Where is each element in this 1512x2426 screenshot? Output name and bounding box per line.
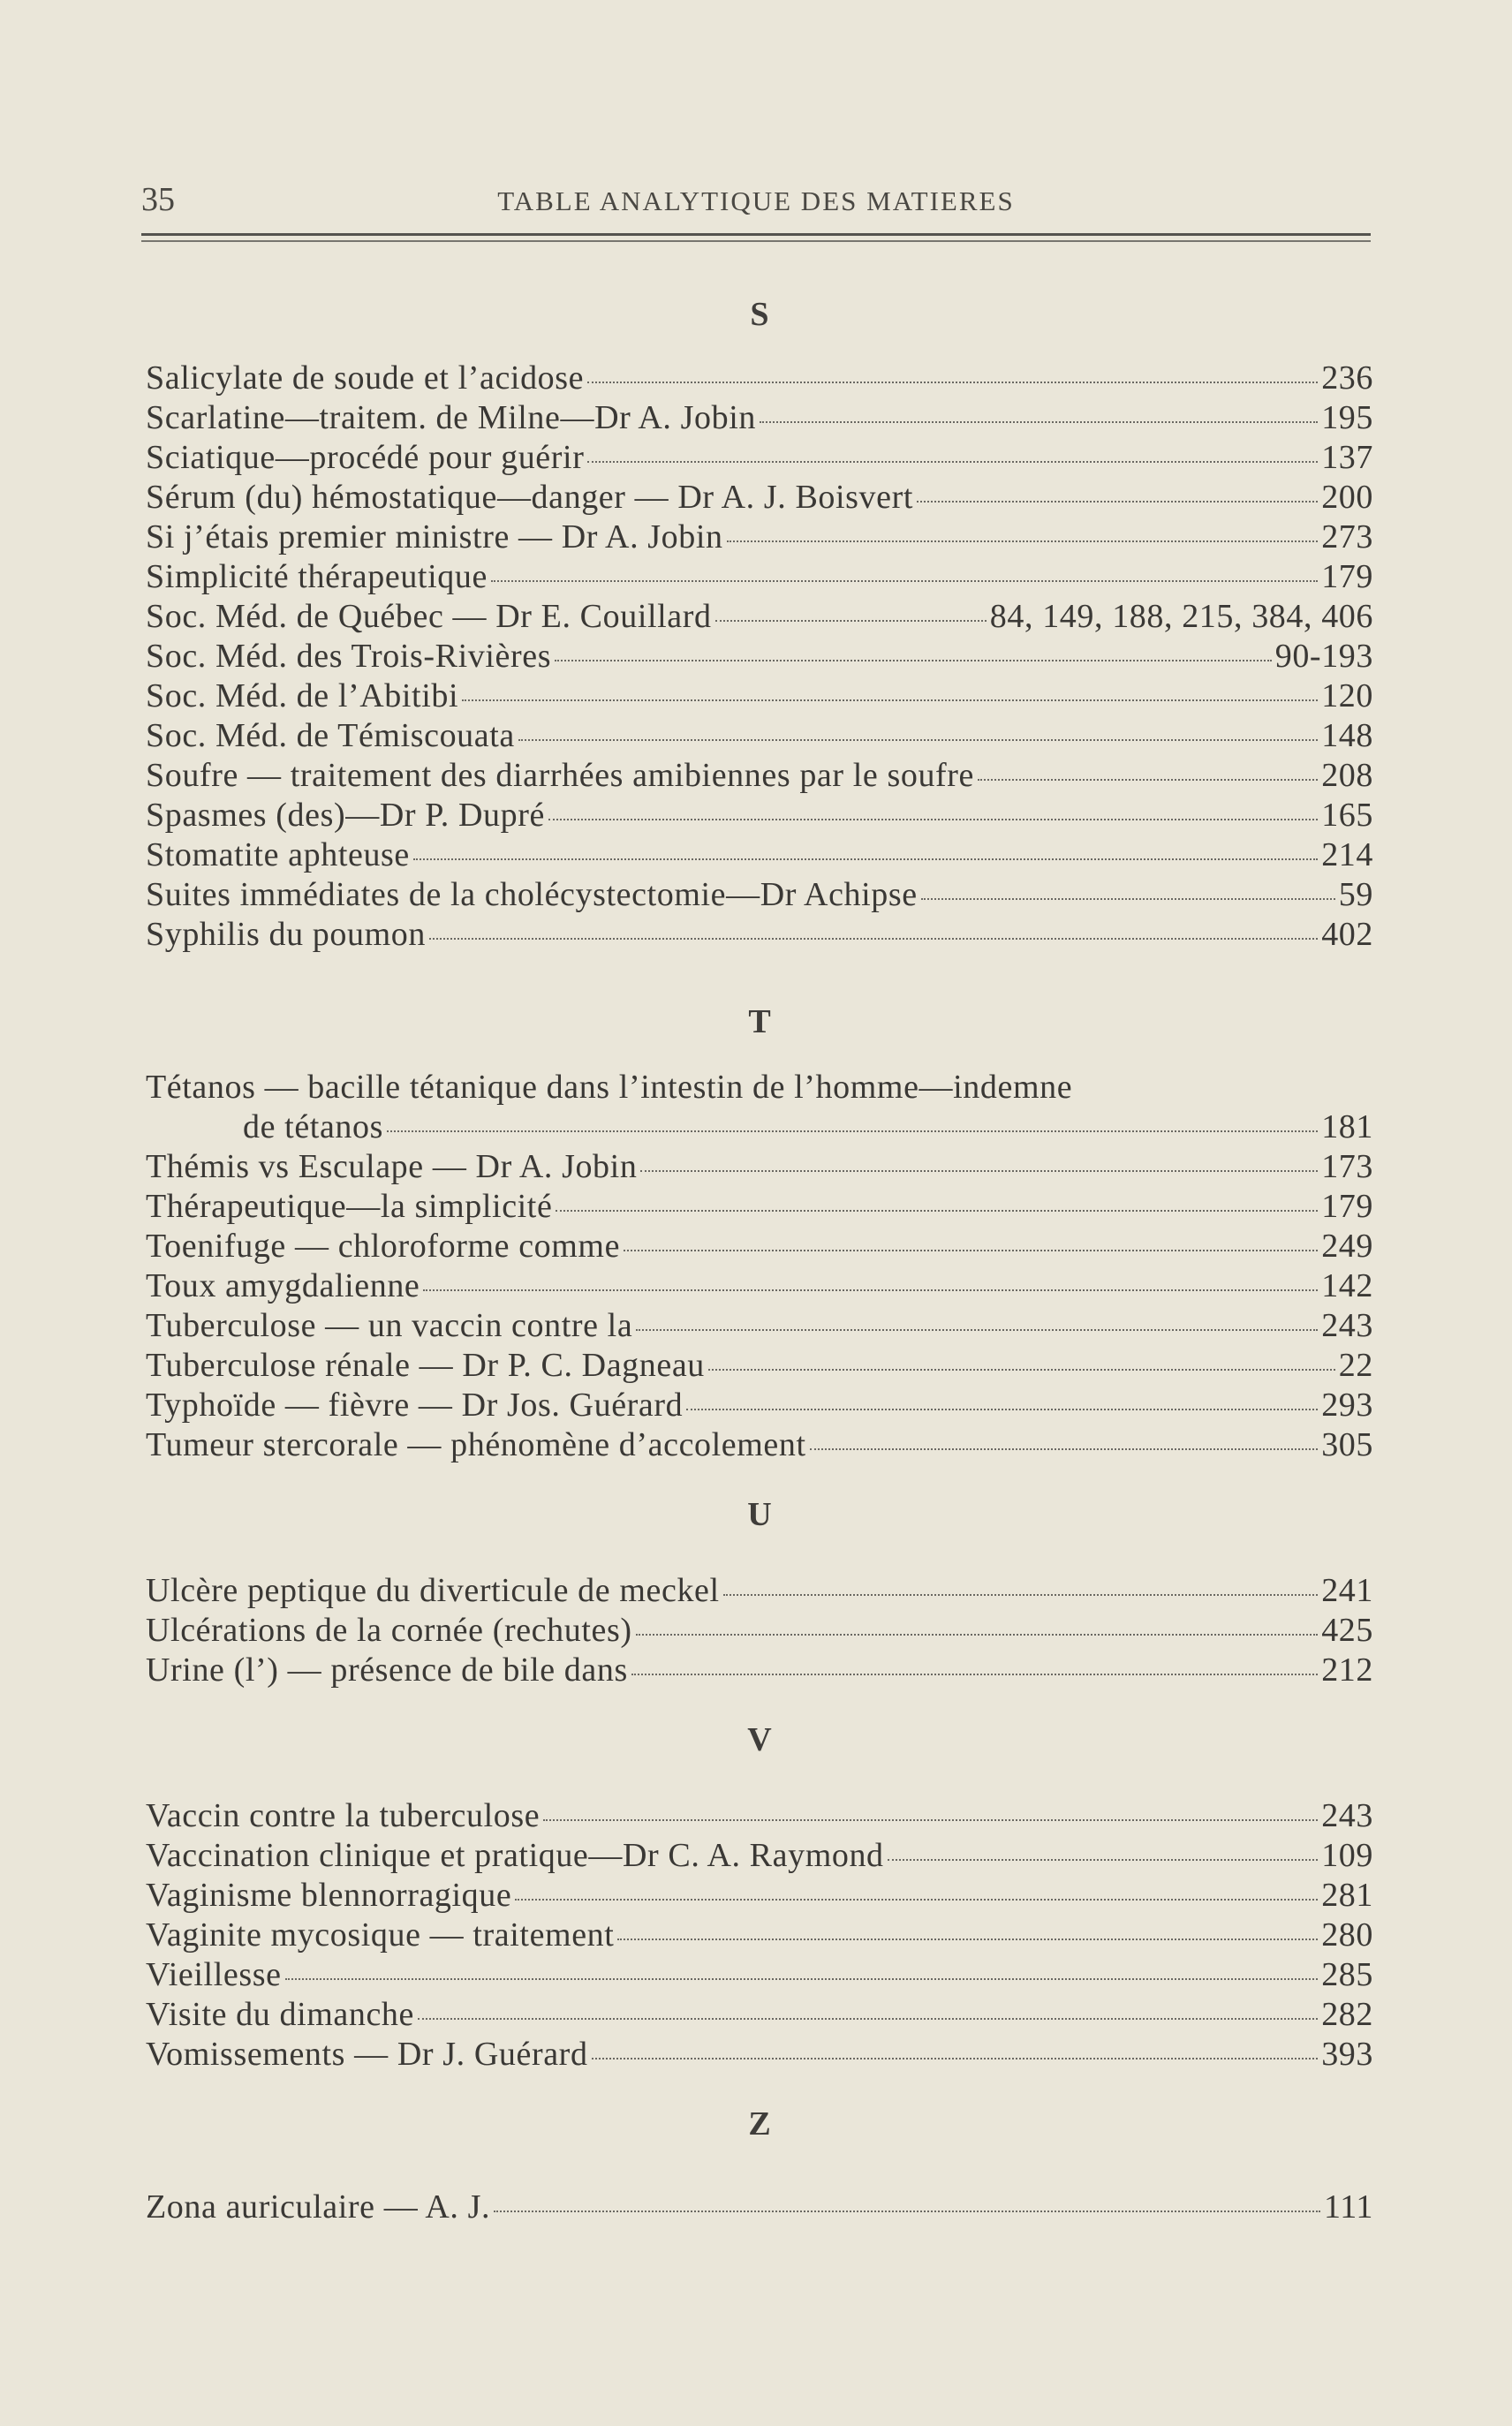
entry-title: Vaccin contre la tuberculose <box>146 1797 541 1834</box>
dot-leader <box>387 1130 1318 1132</box>
entry-page: 22 <box>1338 1347 1373 1384</box>
entry-page: 393 <box>1321 2036 1373 2073</box>
page-number: 35 <box>141 181 175 218</box>
entry-title: Vaginite mycosique — traitement <box>146 1916 615 1954</box>
entry-title-continuation: de tétanos <box>243 1108 384 1145</box>
entry-title: Tuberculose — un vaccin contre la <box>146 1307 633 1344</box>
dot-leader <box>518 739 1318 741</box>
index-entry <box>146 1425 1373 1465</box>
entry-title: Thérapeutique—la simplicité <box>146 1188 553 1225</box>
index-entry <box>146 875 1373 915</box>
page-title: TABLE ANALYTIQUE DES MATIERES <box>497 185 1015 216</box>
entry-page: 280 <box>1321 1916 1373 1954</box>
entry-page: 305 <box>1321 1426 1373 1463</box>
dot-leader <box>727 540 1319 542</box>
index-entry <box>146 1266 1373 1306</box>
entry-title: Scarlatine—traitem. de Milne—Dr A. Jobin <box>146 399 756 436</box>
section-letter-u: U <box>747 1496 772 1533</box>
entry-page: 282 <box>1321 1996 1373 2033</box>
dot-leader <box>592 2058 1319 2059</box>
dot-leader <box>921 898 1335 900</box>
section-letter-z: Z <box>748 2105 771 2143</box>
entry-title: Visite du dimanche <box>146 1996 415 2033</box>
entry-page: 208 <box>1321 757 1373 794</box>
index-entry <box>146 438 1373 478</box>
index-entry <box>146 1346 1373 1386</box>
index-entry <box>146 1995 1373 2035</box>
dot-leader <box>708 1369 1335 1371</box>
index-entry <box>146 676 1373 716</box>
index-entry <box>146 597 1373 637</box>
dot-leader <box>978 779 1318 781</box>
index-entry <box>146 1796 1373 1836</box>
index-entry <box>146 1386 1373 1425</box>
header-rule <box>141 233 1371 236</box>
entry-title: Soc. Méd. de Québec — Dr E. Couillard <box>146 598 712 635</box>
entry-page: 214 <box>1321 836 1373 873</box>
dot-leader <box>760 421 1318 423</box>
header-rule-thin <box>141 240 1371 242</box>
entry-title: Sciatique—procédé pour guérir <box>146 439 585 476</box>
dot-leader <box>636 1329 1318 1331</box>
section-u-entries <box>146 1571 1373 1690</box>
dot-leader <box>548 819 1318 820</box>
dot-leader <box>810 1448 1319 1450</box>
entry-page: 137 <box>1321 439 1373 476</box>
entry-page: 293 <box>1321 1387 1373 1424</box>
dot-leader <box>617 1939 1318 1940</box>
entry-page: 179 <box>1321 1188 1373 1225</box>
entry-page: 148 <box>1321 717 1373 754</box>
entry-title: Tuberculose rénale — Dr P. C. Dagneau <box>146 1347 705 1384</box>
entry-title: Stomatite aphteuse <box>146 836 410 873</box>
entry-page: 402 <box>1321 916 1373 953</box>
dot-leader <box>888 1859 1319 1861</box>
entry-page: 281 <box>1321 1877 1373 1914</box>
index-entry <box>146 915 1373 955</box>
index-entry <box>146 796 1373 835</box>
entry-title: Simplicité thérapeutique <box>146 558 488 595</box>
entry-page: 120 <box>1321 677 1373 714</box>
entry-title: Tumeur stercorale — phénomène d’accolement <box>146 1426 806 1463</box>
entry-page: 212 <box>1321 1651 1373 1689</box>
dot-leader <box>723 1594 1319 1596</box>
entry-title: Toux amygdalienne <box>146 1267 420 1304</box>
dot-leader <box>556 1210 1318 1212</box>
index-entry <box>146 756 1373 796</box>
index-entry <box>146 1651 1373 1690</box>
entry-page: 179 <box>1321 558 1373 595</box>
entry-title: Spasmes (des)—Dr P. Dupré <box>146 797 545 834</box>
index-entry <box>146 1147 1373 1187</box>
section-letter-s: S <box>750 296 769 333</box>
index-entry <box>146 518 1373 557</box>
entry-page: 173 <box>1321 1148 1373 1185</box>
entry-page: 243 <box>1321 1797 1373 1834</box>
index-entry <box>146 2188 1373 2227</box>
entry-title: Thémis vs Esculape — Dr A. Jobin <box>146 1148 638 1185</box>
index-entry <box>146 1306 1373 1346</box>
index-entry <box>146 716 1373 756</box>
index-entry <box>146 1955 1373 1995</box>
entry-title: Soc. Méd. de Témiscouata <box>146 717 515 754</box>
index-entry <box>146 835 1373 875</box>
index-entry <box>146 2035 1373 2075</box>
entry-page: 273 <box>1321 518 1373 555</box>
entry-title: Salicylate de soude et l’acidose <box>146 359 585 397</box>
entry-title: Soc. Méd. de l’Abitibi <box>146 677 459 714</box>
dot-leader <box>624 1250 1318 1251</box>
entry-page: 241 <box>1321 1572 1373 1609</box>
index-entry <box>146 1571 1373 1611</box>
entry-page: 236 <box>1321 359 1373 397</box>
entry-page: 90-193 <box>1274 638 1373 675</box>
index-entry <box>146 557 1373 597</box>
entry-title-line: Tétanos — bacille tétanique dans l’intestin de l’homme—indemne <box>146 1069 1073 1106</box>
section-z-entries <box>146 2188 1373 2227</box>
section-letter-v: V <box>747 1721 772 1758</box>
dot-leader <box>587 461 1318 463</box>
dot-leader <box>462 699 1318 701</box>
entry-title: Suites immédiates de la cholécystectomie—Dr Achipse <box>146 876 918 913</box>
index-entry <box>146 398 1373 438</box>
dot-leader <box>429 938 1318 940</box>
entry-title: Soc. Méd. des Trois-Rivières <box>146 638 552 675</box>
index-entry <box>146 637 1373 676</box>
entry-title: Zona auriculaire — A. J. <box>146 2188 491 2226</box>
index-entry <box>146 1227 1373 1266</box>
entry-page: 195 <box>1321 399 1373 436</box>
entry-page: 249 <box>1321 1228 1373 1265</box>
index-entry <box>146 1836 1373 1876</box>
index-entry <box>146 359 1373 398</box>
section-letter-t: T <box>748 1003 771 1040</box>
index-entry <box>146 1611 1373 1651</box>
entry-title: Vaccination clinique et pratique—Dr C. A. Raymond <box>146 1837 884 1874</box>
section-v-entries <box>146 1796 1373 2075</box>
dot-leader <box>636 1634 1319 1636</box>
entry-page: 111 <box>1324 2188 1373 2226</box>
entry-page: 142 <box>1321 1267 1373 1304</box>
entry-page: 200 <box>1321 479 1373 516</box>
entry-page: 285 <box>1321 1956 1373 1993</box>
dot-leader <box>285 1978 1319 1980</box>
dot-leader <box>543 1819 1318 1821</box>
entry-page: 425 <box>1321 1612 1373 1649</box>
dot-leader <box>917 501 1318 503</box>
index-entry <box>146 478 1373 518</box>
section-t-entries <box>146 1068 1373 1465</box>
dot-leader <box>413 858 1318 860</box>
dot-leader <box>640 1170 1318 1172</box>
entry-title: Sérum (du) hémostatique—danger — Dr A. J. Boisvert <box>146 479 914 516</box>
entry-title: Ulcérations de la cornée (rechutes) <box>146 1612 632 1649</box>
entry-page: 165 <box>1321 797 1373 834</box>
entry-page: 181 <box>1321 1108 1373 1145</box>
index-entry <box>146 1187 1373 1227</box>
dot-leader <box>555 660 1272 661</box>
index-content <box>146 291 1373 2227</box>
index-entry <box>146 1916 1373 1955</box>
entry-title: Si j’étais premier ministre — Dr A. Jobin <box>146 518 723 555</box>
entry-page: 84, 149, 188, 215, 384, 406 <box>989 598 1373 635</box>
dot-leader <box>418 2018 1318 2020</box>
index-entry <box>146 1876 1373 1916</box>
dot-leader <box>494 2211 1320 2212</box>
entry-title: Urine (l’) — présence de bile dans <box>146 1651 628 1689</box>
dot-leader <box>423 1289 1318 1291</box>
entry-title: Vaginisme blennorragique <box>146 1877 512 1914</box>
page-header <box>141 180 1371 224</box>
entry-page: 243 <box>1321 1307 1373 1344</box>
entry-title: Vieillesse <box>146 1956 282 1993</box>
entry-page: 109 <box>1321 1837 1373 1874</box>
entry-title: Ulcère peptique du diverticule de meckel <box>146 1572 720 1609</box>
dot-leader <box>515 1899 1318 1901</box>
entry-title: Typhoïde — fièvre — Dr Jos. Guérard <box>146 1387 684 1424</box>
dot-leader <box>491 580 1318 582</box>
dot-leader <box>631 1674 1318 1675</box>
section-s-entries <box>146 359 1373 955</box>
dot-leader <box>587 382 1318 383</box>
entry-page: 59 <box>1338 876 1373 913</box>
dot-leader <box>686 1409 1318 1410</box>
entry-title: Syphilis du poumon <box>146 916 426 953</box>
entry-title: Vomissements — Dr J. Guérard <box>146 2036 588 2073</box>
entry-title: Toenifuge — chloroforme comme <box>146 1228 621 1265</box>
entry-title: Soufre — traitement des diarrhées amibiennes par le soufre <box>146 757 975 794</box>
index-entry <box>146 1107 1373 1147</box>
dot-leader <box>715 620 987 622</box>
